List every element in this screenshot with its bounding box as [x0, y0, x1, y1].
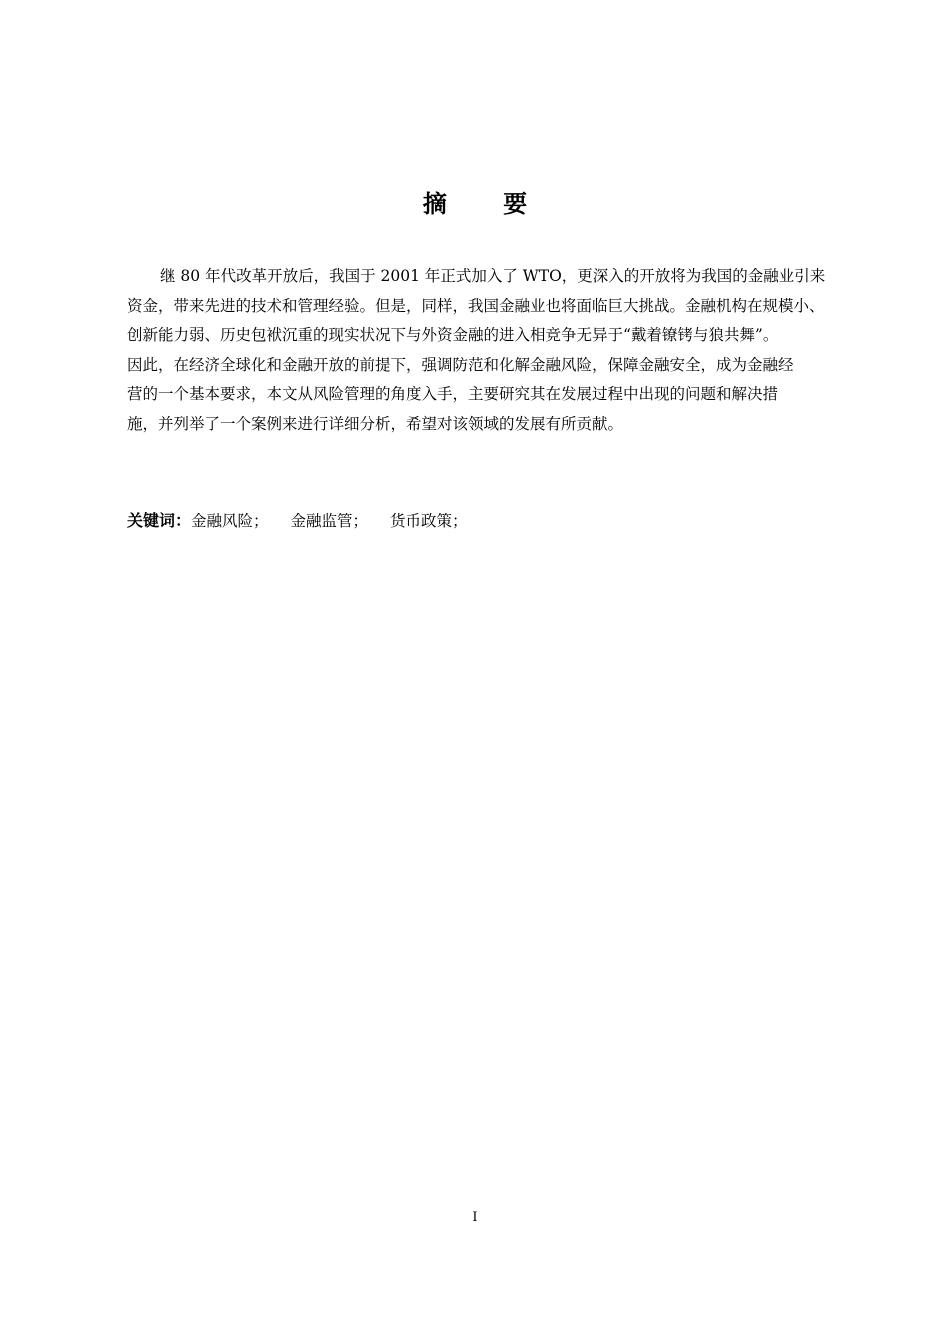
keyword-item: 货币政策； [390, 512, 468, 530]
abstract-line: 因此，在经济全球化和金融开放的前提下，强调防范和化解金融风险，保障金融安全，成为金融经 [127, 355, 794, 374]
abstract-line: 创新能力弱、历史包袱沉重的现实状况下与外资金融的进入相竞争无异于“戴着镣铐与狼共舞”。 [127, 326, 779, 344]
abstract-line: 营的一个基本要求，本文从风险管理的角度入手，主要研究其在发展过程中出现的问题和解决措 [127, 385, 779, 403]
keywords-label: 关键词： [127, 511, 192, 530]
abstract-line: 继 80 年代改革开放后，我国于 2001 年正式加入了 WTO，更深入的开放将为我国的金融业引来 [160, 267, 826, 285]
keyword-item: 金融监管； [290, 512, 369, 530]
keyword-item: 金融风险； [191, 512, 269, 530]
page-number: I [472, 1210, 478, 1225]
keywords-section [127, 506, 490, 536]
abstract-body [127, 262, 837, 439]
abstract-line: 施，并列举了一个案例来进行详细分析，希望对该领域的发展有所贡献。 [127, 414, 624, 433]
abstract-title: 摘 要 [422, 190, 552, 218]
abstract-line: 资金，带来先进的技术和管理经验。但是，同样，我国金融业也将面临巨大挑战。金融机构在规模小、 [127, 296, 825, 315]
